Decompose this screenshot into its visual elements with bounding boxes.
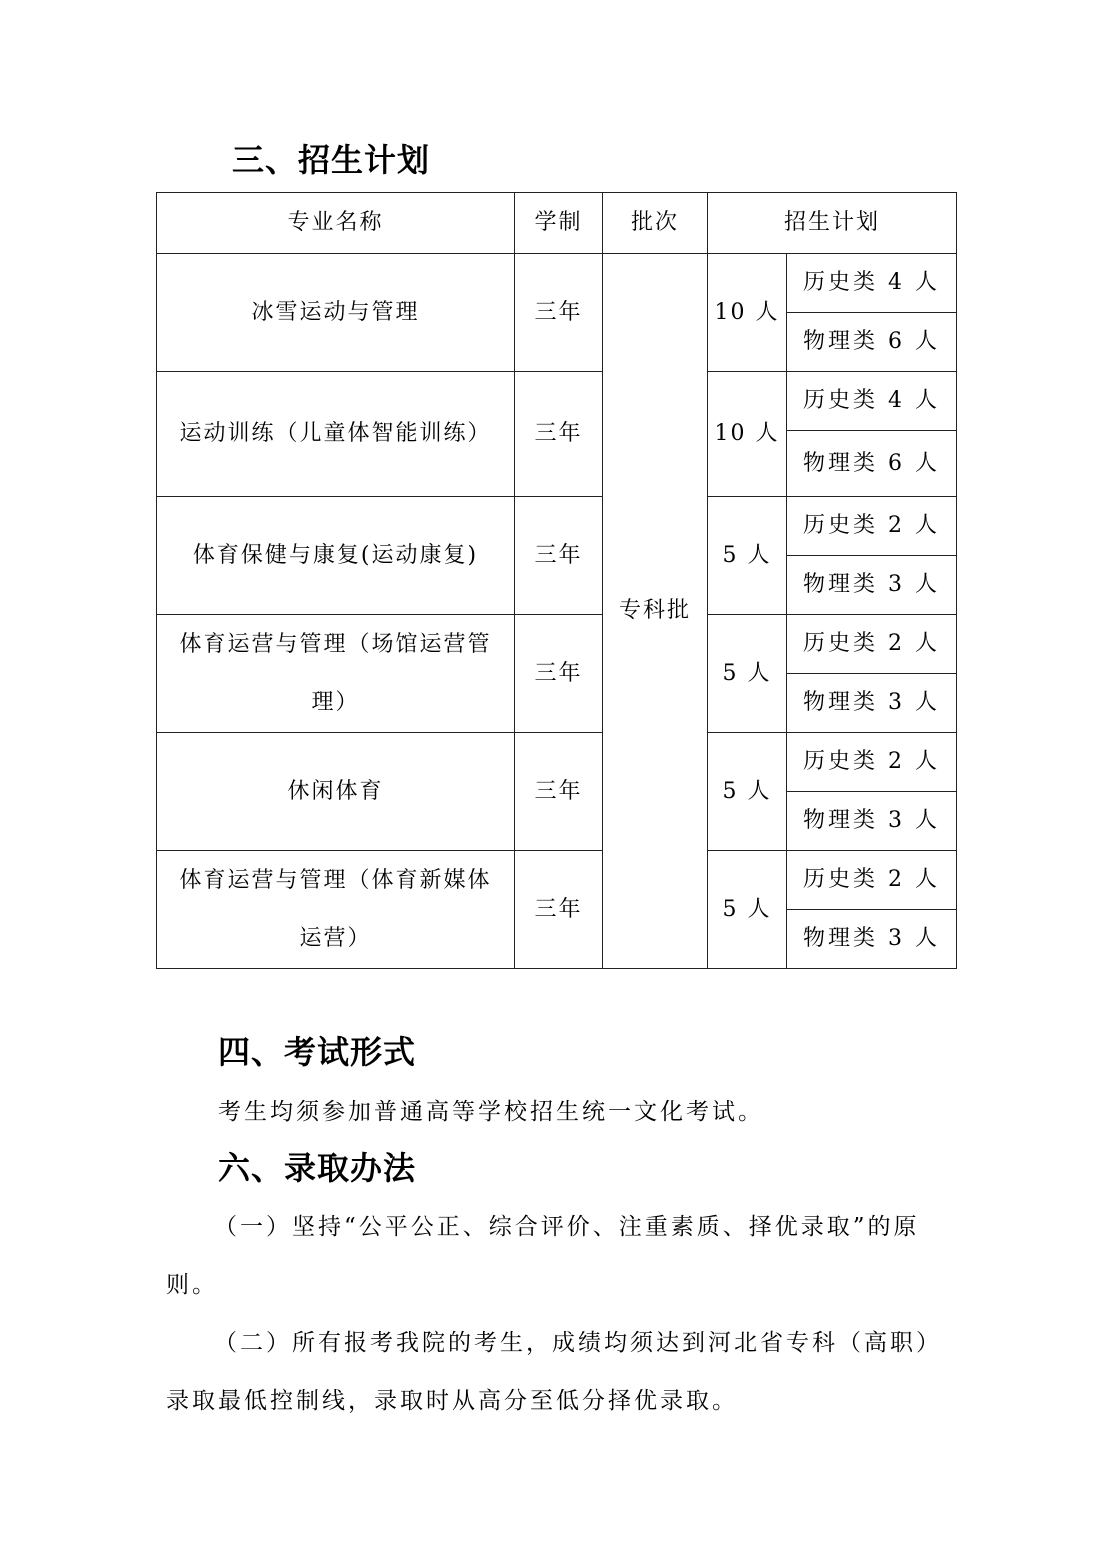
table-row (157, 372, 957, 431)
physics-quota: 物理类 3 人 (787, 792, 957, 851)
history-quota: 历史类 2 人 (787, 615, 957, 674)
major-name-line2: 理） (311, 689, 360, 715)
duration: 三年 (515, 615, 603, 733)
major-name: 休闲体育 (157, 733, 515, 851)
total-quota: 10 人 (708, 254, 787, 372)
physics-quota: 物理类 3 人 (787, 910, 957, 969)
batch-cell: 专科批 (603, 254, 708, 969)
header-plan: 招生计划 (708, 193, 957, 254)
physics-quota: 物理类 3 人 (787, 556, 957, 615)
table-header-row (157, 193, 957, 254)
physics-quota: 物理类 6 人 (787, 431, 957, 497)
section-title-admission-method: 六、录取办法 (218, 1149, 417, 1187)
major-name: 运动训练（儿童体智能训练） (157, 372, 515, 497)
section-title-exam-format: 四、考试形式 (218, 1033, 417, 1071)
duration: 三年 (515, 497, 603, 615)
admission-item1-line2: 则。 (166, 1272, 218, 1298)
admission-item1-line1: （一）坚持“公平公正、综合评价、注重素质、择优录取”的原 (214, 1214, 920, 1240)
major-name-line2: 运营） (299, 925, 372, 951)
duration: 三年 (515, 372, 603, 497)
history-quota: 历史类 4 人 (787, 254, 957, 313)
history-quota: 历史类 2 人 (787, 733, 957, 792)
physics-quota: 物理类 3 人 (787, 674, 957, 733)
header-duration: 学制 (515, 193, 603, 254)
total-quota: 5 人 (708, 615, 787, 733)
major-name: 体育保健与康复(运动康复) (157, 497, 515, 615)
table-row (157, 254, 957, 313)
header-major: 专业名称 (157, 193, 515, 254)
enrollment-plan-table (156, 192, 957, 969)
history-quota: 历史类 2 人 (787, 497, 957, 556)
history-quota: 历史类 4 人 (787, 372, 957, 431)
table-row (157, 733, 957, 792)
total-quota: 5 人 (708, 851, 787, 969)
admission-item2-line1: （二）所有报考我院的考生，成绩均须达到河北省专科（高职） (214, 1330, 942, 1356)
duration: 三年 (515, 733, 603, 851)
major-name (157, 851, 515, 969)
physics-quota: 物理类 6 人 (787, 313, 957, 372)
table-row (157, 615, 957, 674)
header-batch: 批次 (603, 193, 708, 254)
section-title-enrollment-plan: 三、招生计划 (232, 141, 431, 179)
major-name-line1: 体育运营与管理（体育新媒体 (179, 867, 492, 893)
table-row (157, 497, 957, 556)
duration: 三年 (515, 851, 603, 969)
admission-item2-line2: 录取最低控制线，录取时从高分至低分择优录取。 (166, 1388, 738, 1414)
exam-format-body: 考生均须参加普通高等学校招生统一文化考试。 (218, 1099, 764, 1125)
table-row (157, 851, 957, 910)
total-quota: 5 人 (708, 497, 787, 615)
major-name: 冰雪运动与管理 (157, 254, 515, 372)
duration: 三年 (515, 254, 603, 372)
major-name-line1: 体育运营与管理（场馆运营管 (179, 631, 492, 657)
total-quota: 10 人 (708, 372, 787, 497)
major-name (157, 615, 515, 733)
total-quota: 5 人 (708, 733, 787, 851)
history-quota: 历史类 2 人 (787, 851, 957, 910)
